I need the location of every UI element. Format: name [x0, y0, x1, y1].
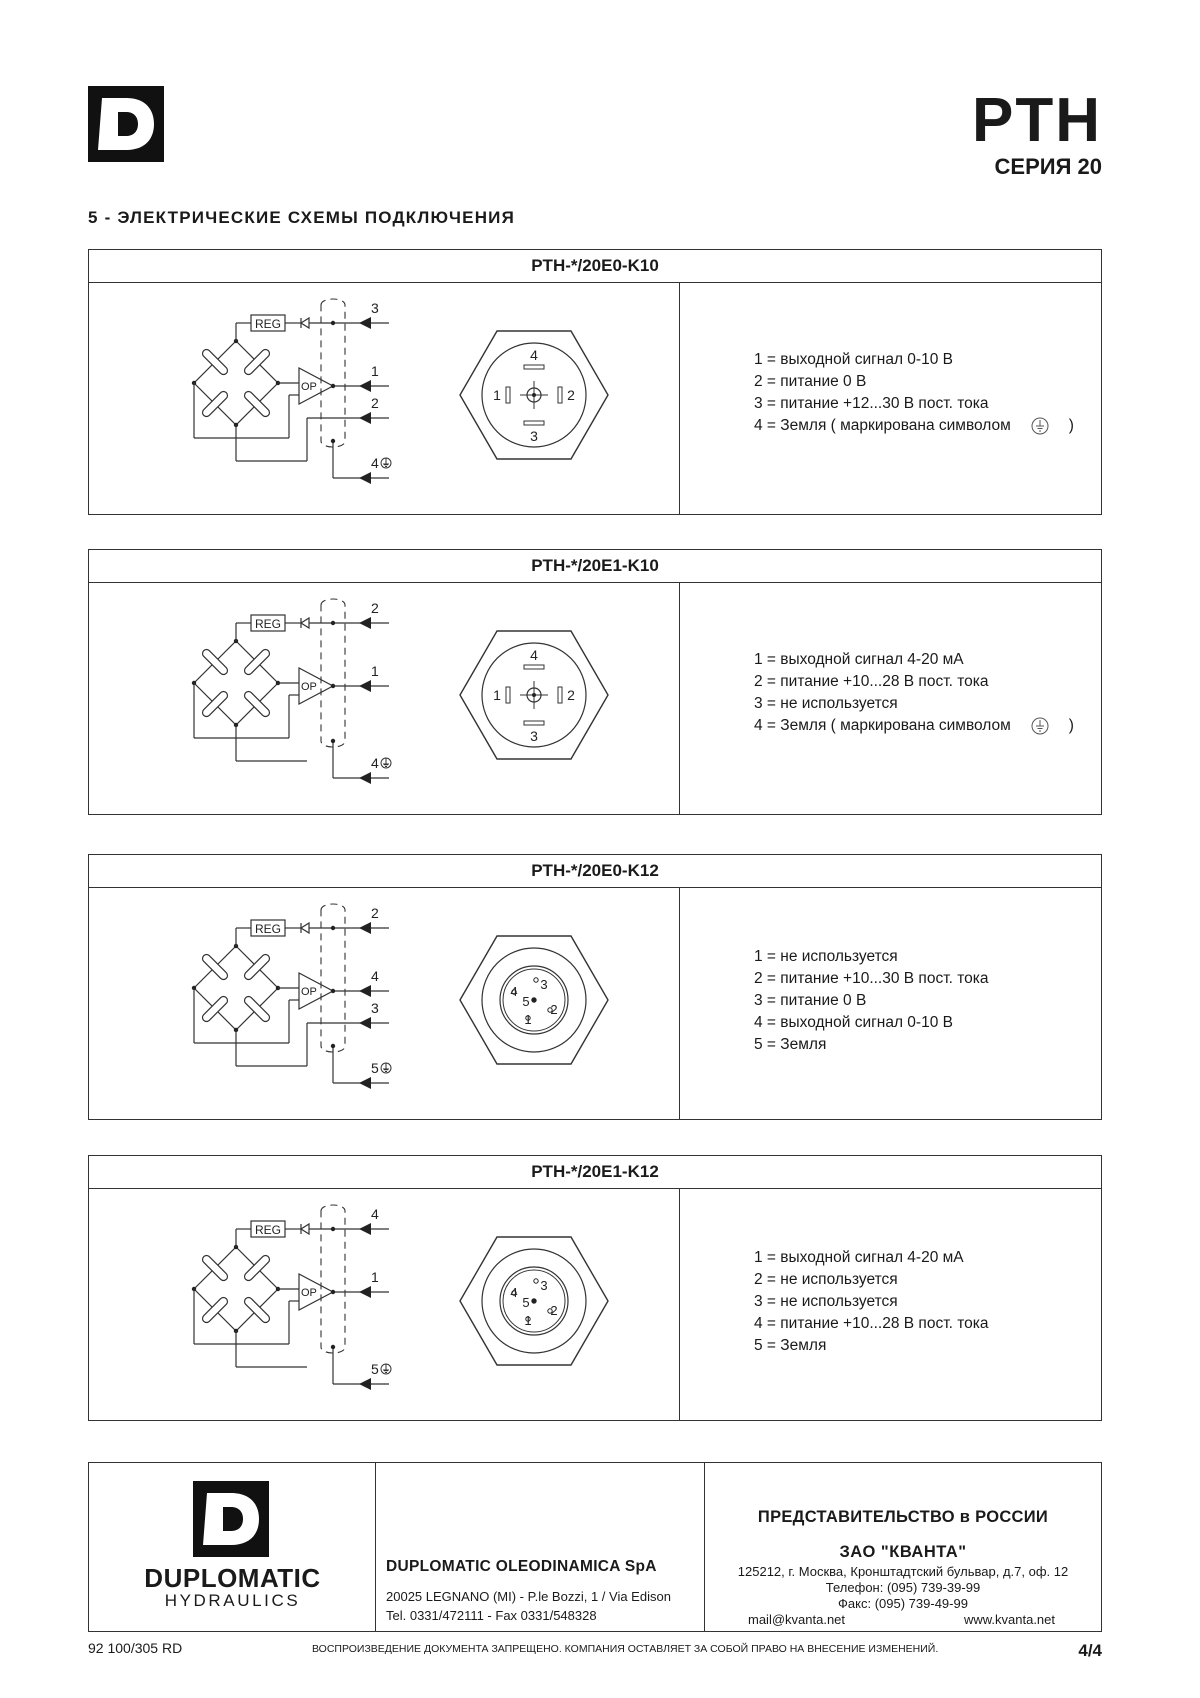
block-divider — [679, 283, 680, 514]
terminal-label: 2 — [371, 905, 379, 921]
terminal-label: 3 — [371, 300, 379, 316]
pin-legend-text: 4 = Земля ( маркирована символом — [754, 717, 1011, 734]
brand-subtitle: HYDRAULICS — [164, 1591, 301, 1610]
connector-pin-label: 4 — [530, 347, 538, 363]
terminal-label: 2 — [371, 600, 379, 616]
duplomatic-logo-icon — [88, 86, 164, 162]
pin-legend-text: 2 = питание 0 В — [754, 373, 867, 390]
reg-label: REG — [254, 317, 282, 331]
duplomatic-logo-icon — [193, 1481, 269, 1557]
wiring-schematic — [89, 888, 679, 1119]
representative-email[interactable]: mail@kvanta.net — [748, 1612, 846, 1627]
connector-pin-label: 1 — [493, 387, 501, 403]
pin-legend-item — [754, 1247, 988, 1269]
pin-legend-item — [754, 649, 1074, 671]
footer-company-cell — [376, 1463, 705, 1631]
pin-legend-text: 1 = выходной сигнал 4-20 мА — [754, 651, 964, 668]
terminal-arrow — [359, 772, 371, 784]
pin-legend-item — [754, 1313, 988, 1335]
connector-pin-label: 5 — [522, 994, 530, 1009]
page-number: 4/4 — [1078, 1641, 1102, 1660]
terminal-label: 3 — [371, 1000, 379, 1016]
terminal-label: 1 — [371, 1269, 379, 1285]
diode-icon — [301, 923, 309, 933]
terminal-label: 5 — [371, 1361, 379, 1377]
terminal-label: 1 — [371, 663, 379, 679]
pin-legend-item — [754, 946, 988, 968]
terminal-arrow — [359, 922, 371, 934]
diode-icon — [301, 318, 309, 328]
reg-label: REG — [254, 617, 282, 631]
connector-pin-label: 3 — [530, 428, 538, 444]
terminal-arrow — [359, 1017, 371, 1029]
pin-legend-item — [754, 990, 988, 1012]
connector-pin-label: 2 — [550, 1002, 558, 1017]
wiring-block-body — [89, 888, 1101, 1119]
pin-legend-close: ) — [1068, 417, 1074, 434]
representative-title: ПРЕДСТАВИТЕЛЬСТВО в РОССИИ — [757, 1508, 1049, 1526]
pin-legend-item — [754, 1291, 988, 1313]
pin-legend-text: 5 = Земля — [754, 1036, 827, 1053]
connector-pin-label: 4 — [510, 1285, 518, 1300]
terminal-label: 1 — [371, 363, 379, 379]
wiring-schematic — [89, 283, 679, 514]
connector-icon — [460, 1237, 608, 1365]
pin-legend-text: 3 = питание +12...30 В пост. тока — [754, 395, 989, 412]
representative-info — [705, 1564, 1101, 1612]
pin-legend-text: 2 = питание +10...28 В пост. тока — [754, 673, 989, 690]
block-divider — [679, 888, 680, 1119]
wiring-block-title: PTH-*/20E1-K10 — [89, 550, 1101, 583]
terminal-arrow — [359, 1286, 371, 1298]
pin-legend — [754, 349, 1074, 437]
terminal-arrow — [359, 617, 371, 629]
pin-legend-text: 3 = не используется — [754, 695, 898, 712]
pin-legend-text: 4 = Земля ( маркирована символом — [754, 417, 1011, 434]
company-phone-line: Tel. 0331/472111 - Fax 0331/548328 — [386, 1608, 597, 1623]
wiring-schematic — [89, 1189, 679, 1420]
reg-label: REG — [254, 922, 282, 936]
connector-pin-label: 3 — [540, 1278, 548, 1293]
footer-brand-cell — [89, 1463, 376, 1631]
reg-label: REG — [254, 1223, 282, 1237]
op-label: OP — [301, 1287, 317, 1299]
representative-phone: Телефон: (095) 739-39-99 — [825, 1580, 981, 1595]
terminal-label: 4 — [371, 455, 379, 471]
wiring-block-title: PTH-*/20E0-K12 — [89, 855, 1101, 888]
earth-icon — [381, 458, 391, 468]
earth-icon — [381, 758, 391, 768]
pin-legend-text: 1 = не используется — [754, 948, 898, 965]
pin-legend-text: 4 = выходной сигнал 0-10 В — [754, 1014, 953, 1031]
wiring-schematic — [89, 583, 679, 814]
pin-legend-item — [754, 1269, 988, 1291]
representative-website[interactable]: www.kvanta.net — [963, 1612, 1055, 1627]
pin-legend-item — [754, 693, 1074, 715]
wiring-block-title: PTH-*/20E1-K12 — [89, 1156, 1101, 1189]
series-heading — [972, 86, 1102, 180]
footer — [88, 1462, 1102, 1632]
copyright-notice: ВОСПРОИЗВЕДЕНИЕ ДОКУМЕНТА ЗАПРЕЩЕНО. КОМПАНИЯ ОСТАВЛЯЕТ ЗА СОБОЙ ПРАВО НА ВНЕСЕНИЕ ИЗМЕНЕНИЙ. — [312, 1643, 939, 1655]
terminal-arrow — [359, 380, 371, 392]
earth-icon — [1031, 717, 1049, 735]
terminal-label: 4 — [371, 968, 379, 984]
pin-legend-item — [754, 415, 1074, 437]
connector-pin-label: 2 — [567, 387, 575, 403]
terminal-arrow — [359, 1077, 371, 1089]
pin-legend-close: ) — [1068, 717, 1074, 734]
terminal-arrow — [359, 1378, 371, 1390]
pin-legend — [754, 1247, 988, 1357]
connector-pin-label: 5 — [522, 1295, 530, 1310]
brand-name: DUPLOMATIC — [144, 1563, 321, 1593]
series-subtitle: СЕРИЯ 20 — [994, 154, 1102, 179]
pin-legend-text: 1 = выходной сигнал 4-20 мА — [754, 1249, 964, 1266]
diode-icon — [301, 618, 309, 628]
sensor-bridge — [192, 944, 280, 1032]
representative-fax: Факс: (095) 739-49-99 — [838, 1596, 968, 1611]
terminal-arrow — [359, 985, 371, 997]
series-code: PTH — [972, 86, 1102, 155]
terminal-arrow — [359, 680, 371, 692]
representative-firm: ЗАО "КВАНТА" — [839, 1543, 967, 1561]
wiring-block-title: PTH-*/20E0-K10 — [89, 250, 1101, 283]
pin-legend-item — [754, 371, 1074, 393]
company-address-line: 20025 LEGNANO (MI) - P.le Bozzi, 1 / Via Edison — [386, 1589, 671, 1604]
pin-legend-item — [754, 1012, 988, 1034]
connector-pin-label: 2 — [567, 687, 575, 703]
pin-legend-text: 2 = питание +10...30 В пост. тока — [754, 970, 989, 987]
connector-pin-label: 4 — [510, 984, 518, 999]
wiring-block — [88, 854, 1102, 1120]
pin-legend — [754, 946, 988, 1056]
block-divider — [679, 1189, 680, 1420]
op-label: OP — [301, 381, 317, 393]
section-title: 5 - ЭЛЕКТРИЧЕСКИЕ СХЕМЫ ПОДКЛЮЧЕНИЯ — [88, 208, 516, 227]
terminal-arrow — [359, 412, 371, 424]
pin-legend-text: 1 = выходной сигнал 0-10 В — [754, 351, 953, 368]
wiring-block — [88, 1155, 1102, 1421]
terminal-label: 5 — [371, 1060, 379, 1076]
pin-legend-item — [754, 715, 1074, 737]
terminal-label: 4 — [371, 1206, 379, 1222]
sensor-bridge — [192, 1245, 280, 1333]
company-name: DUPLOMATIC OLEODINAMICA SpA — [386, 1558, 657, 1575]
pin-legend-item — [754, 1034, 988, 1056]
pin-legend-text: 4 = питание +10...28 В пост. тока — [754, 1315, 989, 1332]
pin-legend-text: 2 = не используется — [754, 1271, 898, 1288]
document-code: 92 100/305 RD — [88, 1640, 183, 1656]
pin-legend-item — [754, 349, 1074, 371]
connector-pin-label: 1 — [524, 1313, 532, 1328]
wiring-block — [88, 549, 1102, 815]
op-label: OP — [301, 986, 317, 998]
connector-pin-label: 3 — [540, 977, 548, 992]
wiring-block-body — [89, 583, 1101, 814]
terminal-arrow — [359, 317, 371, 329]
terminal-arrow — [359, 1223, 371, 1235]
terminal-arrow — [359, 472, 371, 484]
earth-icon — [1031, 417, 1049, 435]
footer-representative-cell — [705, 1463, 1101, 1631]
earth-icon — [381, 1063, 391, 1073]
company-address — [386, 1587, 671, 1625]
pin-legend-item — [754, 671, 1074, 693]
block-divider — [679, 583, 680, 814]
wiring-block — [88, 249, 1102, 515]
sensor-bridge — [192, 339, 280, 427]
connector-pin-label: 4 — [530, 647, 538, 663]
pin-legend-item — [754, 393, 1074, 415]
wiring-block-body — [89, 1189, 1101, 1420]
connector-pin-label: 3 — [530, 728, 538, 744]
pin-legend-text: 5 = Земля — [754, 1337, 827, 1354]
connector-pin-label: 2 — [550, 1303, 558, 1318]
representative-contacts — [748, 1612, 1055, 1627]
connector-pin-label: 1 — [493, 687, 501, 703]
pin-legend-item — [754, 1335, 988, 1357]
pin-legend-item — [754, 968, 988, 990]
connector-pin-label: 1 — [524, 1012, 532, 1027]
terminal-label: 2 — [371, 395, 379, 411]
sensor-bridge — [192, 639, 280, 727]
diode-icon — [301, 1224, 309, 1234]
pin-legend-text: 3 = питание 0 В — [754, 992, 867, 1009]
pin-legend — [754, 649, 1074, 737]
earth-icon — [381, 1364, 391, 1374]
wiring-block-body — [89, 283, 1101, 514]
op-label: OP — [301, 681, 317, 693]
representative-address: 125212, г. Москва, Кронштадтский бульвар, д.7, оф. 12 — [737, 1564, 1069, 1579]
pin-legend-text: 3 = не используется — [754, 1293, 898, 1310]
terminal-label: 4 — [371, 755, 379, 771]
connector-icon — [460, 936, 608, 1064]
